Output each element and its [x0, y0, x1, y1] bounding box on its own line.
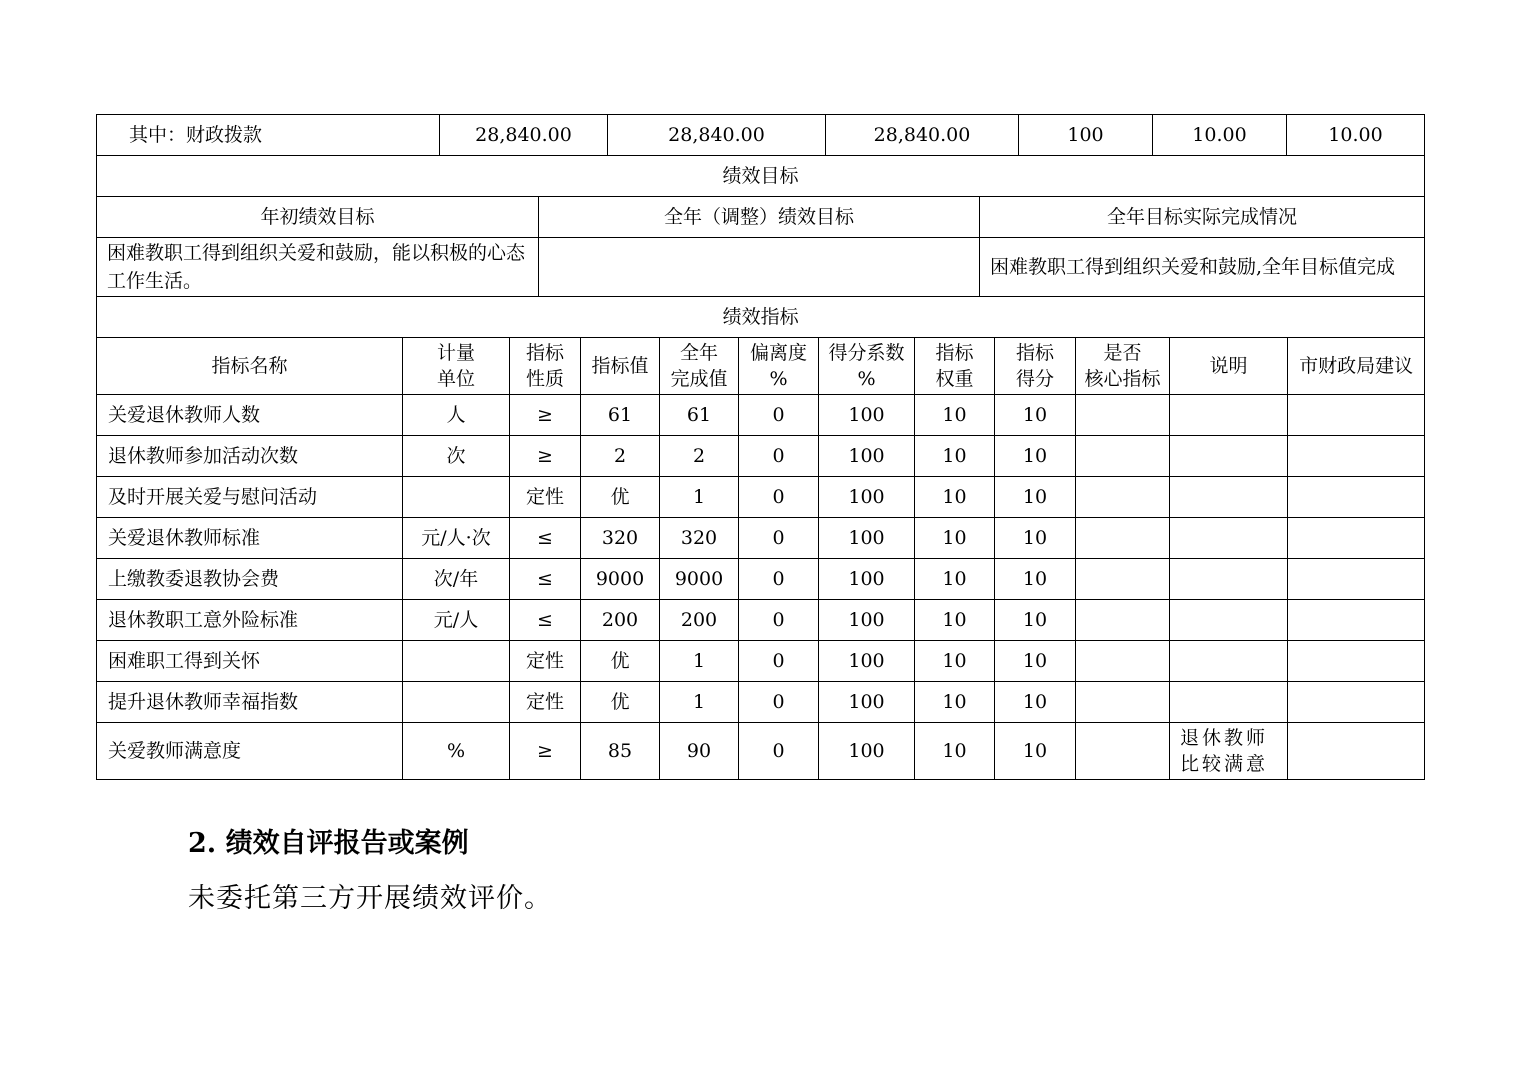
indicator-core-cell	[1076, 395, 1170, 436]
indicator-actual-cell: 1	[660, 477, 739, 518]
indicator-advice-cell	[1288, 559, 1425, 600]
indicator-actual-cell: 2	[660, 436, 739, 477]
indicator-header-cell	[403, 338, 510, 395]
indicator-coef-cell: 100	[819, 436, 915, 477]
indicator-header-line: 偏离度	[749, 342, 807, 364]
indicator-score-cell: 10	[995, 559, 1076, 600]
indicator-nature-cell: 定性	[510, 641, 581, 682]
indicator-target-cell: 200	[581, 600, 660, 641]
indicators-table	[96, 296, 1425, 780]
indicator-actual-cell: 9000	[660, 559, 739, 600]
funding-value: 28,840.00	[440, 115, 608, 156]
indicator-weight-cell: 10	[915, 600, 995, 641]
indicator-unit-cell	[403, 641, 510, 682]
indicator-coef-cell: 100	[819, 395, 915, 436]
indicator-note-cell	[1170, 436, 1288, 477]
indicator-name-cell: 上缴教委退教协会费	[97, 559, 403, 600]
indicator-weight-cell: 10	[915, 682, 995, 723]
indicator-advice-cell	[1288, 682, 1425, 723]
indicator-header-line: 核心指标	[1084, 368, 1161, 390]
indicator-header-line: 单位	[436, 368, 475, 390]
indicator-name-cell: 困难职工得到关怀	[97, 641, 403, 682]
indicator-header-cell	[819, 338, 915, 395]
indicator-name-cell: 关爱教师满意度	[97, 723, 403, 780]
indicator-header-line: 市财政局建议	[1299, 355, 1414, 377]
indicator-header-cell	[660, 338, 739, 395]
indicator-deviation-cell: 0	[739, 518, 819, 559]
indicator-advice-cell	[1288, 600, 1425, 641]
indicator-name-cell: 退休教师参加活动次数	[97, 436, 403, 477]
indicator-core-cell	[1076, 518, 1170, 559]
indicator-deviation-cell: 0	[739, 600, 819, 641]
indicator-weight-cell: 10	[915, 723, 995, 780]
funding-value: 100	[1019, 115, 1153, 156]
indicator-header-line: 性质	[525, 368, 564, 390]
indicator-header-cell	[97, 338, 403, 395]
indicator-unit-cell: %	[403, 723, 510, 780]
indicator-target-cell: 320	[581, 518, 660, 559]
indicator-header-cell	[1170, 338, 1288, 395]
indicator-header-cell	[739, 338, 819, 395]
indicator-header-line: 指标	[525, 342, 564, 364]
indicator-header-line: %	[857, 368, 876, 390]
indicator-header-line: 权重	[935, 368, 974, 390]
indicator-header-line: 指标值	[591, 355, 649, 377]
indicator-name-cell: 退休教职工意外险标准	[97, 600, 403, 641]
indicator-row	[97, 559, 1425, 600]
indicator-row	[97, 395, 1425, 436]
indicator-note-cell	[1170, 477, 1288, 518]
indicators-section-title: 绩效指标	[97, 297, 1425, 338]
indicator-deviation-cell: 0	[739, 641, 819, 682]
indicator-deviation-cell: 0	[739, 723, 819, 780]
indicator-target-cell: 2	[581, 436, 660, 477]
indicator-header-line: 完成值	[670, 368, 728, 390]
indicator-header-line: 指标名称	[211, 355, 288, 377]
indicator-core-cell	[1076, 682, 1170, 723]
section2-text: 未委托第三方开展绩效评价。	[188, 883, 552, 914]
indicator-score-cell: 10	[995, 477, 1076, 518]
indicator-header-line: 得分	[1015, 368, 1054, 390]
indicator-note-cell	[1170, 518, 1288, 559]
indicator-deviation-cell: 0	[739, 559, 819, 600]
funding-row	[97, 115, 1425, 156]
indicator-deviation-cell: 0	[739, 477, 819, 518]
indicator-header-cell	[581, 338, 660, 395]
indicator-core-cell	[1076, 559, 1170, 600]
indicator-coef-cell: 100	[819, 477, 915, 518]
indicator-score-cell: 10	[995, 518, 1076, 559]
indicator-note-cell	[1170, 682, 1288, 723]
indicator-nature-cell: 定性	[510, 477, 581, 518]
goals-header-adjusted: 全年（调整）绩效目标	[539, 197, 980, 238]
indicator-row	[97, 641, 1425, 682]
indicator-row	[97, 723, 1425, 780]
goals-header-initial: 年初绩效目标	[97, 197, 539, 238]
indicator-score-cell: 10	[995, 682, 1076, 723]
indicator-nature-cell: ≤	[510, 518, 581, 559]
indicator-row	[97, 518, 1425, 559]
indicator-actual-cell: 320	[660, 518, 739, 559]
indicator-deviation-cell: 0	[739, 436, 819, 477]
indicator-actual-cell: 1	[660, 682, 739, 723]
indicator-deviation-cell: 0	[739, 395, 819, 436]
indicator-name-cell: 关爱退休教师人数	[97, 395, 403, 436]
indicator-unit-cell: 次	[403, 436, 510, 477]
indicator-nature-cell: ≤	[510, 600, 581, 641]
indicator-actual-cell: 90	[660, 723, 739, 780]
goals-header-actual: 全年目标实际完成情况	[980, 197, 1425, 238]
indicator-name-cell: 关爱退休教师标准	[97, 518, 403, 559]
indicator-advice-cell	[1288, 395, 1425, 436]
indicator-header-line: 指标	[935, 342, 974, 364]
indicator-nature-cell: ≤	[510, 559, 581, 600]
indicator-nature-cell: 定性	[510, 682, 581, 723]
indicator-advice-cell	[1288, 641, 1425, 682]
indicator-score-cell: 10	[995, 395, 1076, 436]
indicator-target-cell: 优	[581, 682, 660, 723]
indicator-score-cell: 10	[995, 436, 1076, 477]
indicator-weight-cell: 10	[915, 395, 995, 436]
indicator-header-cell	[510, 338, 581, 395]
indicator-weight-cell: 10	[915, 436, 995, 477]
goals-table	[96, 155, 1425, 297]
indicator-header-line: 全年	[679, 342, 718, 364]
indicator-weight-cell: 10	[915, 477, 995, 518]
indicator-score-cell: 10	[995, 641, 1076, 682]
indicator-core-cell	[1076, 641, 1170, 682]
indicator-nature-cell: ≥	[510, 436, 581, 477]
indicator-core-cell	[1076, 723, 1170, 780]
goal-initial-text: 困难教职工得到组织关爱和鼓励，能以积极的心态工作生活。	[97, 238, 539, 297]
funding-value: 28,840.00	[608, 115, 826, 156]
indicator-score-cell: 10	[995, 723, 1076, 780]
indicator-header-cell	[1288, 338, 1425, 395]
indicator-header-cell	[995, 338, 1076, 395]
indicator-header-line: 计量	[436, 342, 475, 364]
indicator-header-cell	[1076, 338, 1170, 395]
indicator-advice-cell	[1288, 518, 1425, 559]
indicator-actual-cell: 61	[660, 395, 739, 436]
indicator-header-line: 说明	[1209, 355, 1248, 377]
indicator-name-cell: 提升退休教师幸福指数	[97, 682, 403, 723]
indicator-nature-cell: ≥	[510, 723, 581, 780]
indicator-target-cell: 85	[581, 723, 660, 780]
indicator-advice-cell	[1288, 436, 1425, 477]
funding-table	[96, 114, 1425, 156]
indicator-coef-cell: 100	[819, 641, 915, 682]
indicator-note-cell: 退休教师比较满意	[1170, 723, 1288, 780]
indicator-core-cell	[1076, 436, 1170, 477]
indicator-header-line: 是否	[1103, 342, 1142, 364]
indicator-unit-cell	[403, 682, 510, 723]
indicator-note-cell	[1170, 559, 1288, 600]
indicator-weight-cell: 10	[915, 559, 995, 600]
indicator-note-cell	[1170, 600, 1288, 641]
indicators-header-row	[97, 338, 1425, 395]
funding-value: 10.00	[1287, 115, 1425, 156]
indicator-coef-cell: 100	[819, 559, 915, 600]
indicator-unit-cell: 人	[403, 395, 510, 436]
funding-value: 10.00	[1153, 115, 1287, 156]
indicator-nature-cell: ≥	[510, 395, 581, 436]
indicator-target-cell: 优	[581, 477, 660, 518]
indicator-unit-cell	[403, 477, 510, 518]
indicator-actual-cell: 200	[660, 600, 739, 641]
indicator-unit-cell: 元/人	[403, 600, 510, 641]
indicator-coef-cell: 100	[819, 600, 915, 641]
indicator-row	[97, 600, 1425, 641]
indicator-note-cell	[1170, 395, 1288, 436]
indicator-header-line: 得分系数	[828, 342, 905, 364]
indicator-weight-cell: 10	[915, 641, 995, 682]
indicator-row	[97, 477, 1425, 518]
indicator-row	[97, 682, 1425, 723]
goals-section-title: 绩效目标	[97, 156, 1425, 197]
indicator-header-line: 指标	[1015, 342, 1054, 364]
indicator-core-cell	[1076, 600, 1170, 641]
goal-adjusted-text	[539, 238, 980, 297]
indicator-core-cell	[1076, 477, 1170, 518]
funding-label: 其中：财政拨款	[97, 115, 440, 156]
indicator-deviation-cell: 0	[739, 682, 819, 723]
indicator-row	[97, 436, 1425, 477]
indicator-target-cell: 61	[581, 395, 660, 436]
funding-value: 28,840.00	[826, 115, 1019, 156]
indicator-advice-cell	[1288, 723, 1425, 780]
indicator-coef-cell: 100	[819, 682, 915, 723]
indicator-header-line: %	[769, 368, 788, 390]
indicator-unit-cell: 元/人·次	[403, 518, 510, 559]
indicator-score-cell: 10	[995, 600, 1076, 641]
indicator-advice-cell	[1288, 477, 1425, 518]
indicator-name-cell: 及时开展关爱与慰问活动	[97, 477, 403, 518]
section2-heading: 2. 绩效自评报告或案例	[188, 828, 469, 859]
indicator-target-cell: 优	[581, 641, 660, 682]
indicator-coef-cell: 100	[819, 518, 915, 559]
goal-actual-text: 困难教职工得到组织关爱和鼓励,全年目标值完成	[980, 238, 1425, 297]
indicator-coef-cell: 100	[819, 723, 915, 780]
indicator-header-cell	[915, 338, 995, 395]
indicator-unit-cell: 次/年	[403, 559, 510, 600]
indicator-weight-cell: 10	[915, 518, 995, 559]
indicator-note-cell	[1170, 641, 1288, 682]
indicator-target-cell: 9000	[581, 559, 660, 600]
indicator-actual-cell: 1	[660, 641, 739, 682]
